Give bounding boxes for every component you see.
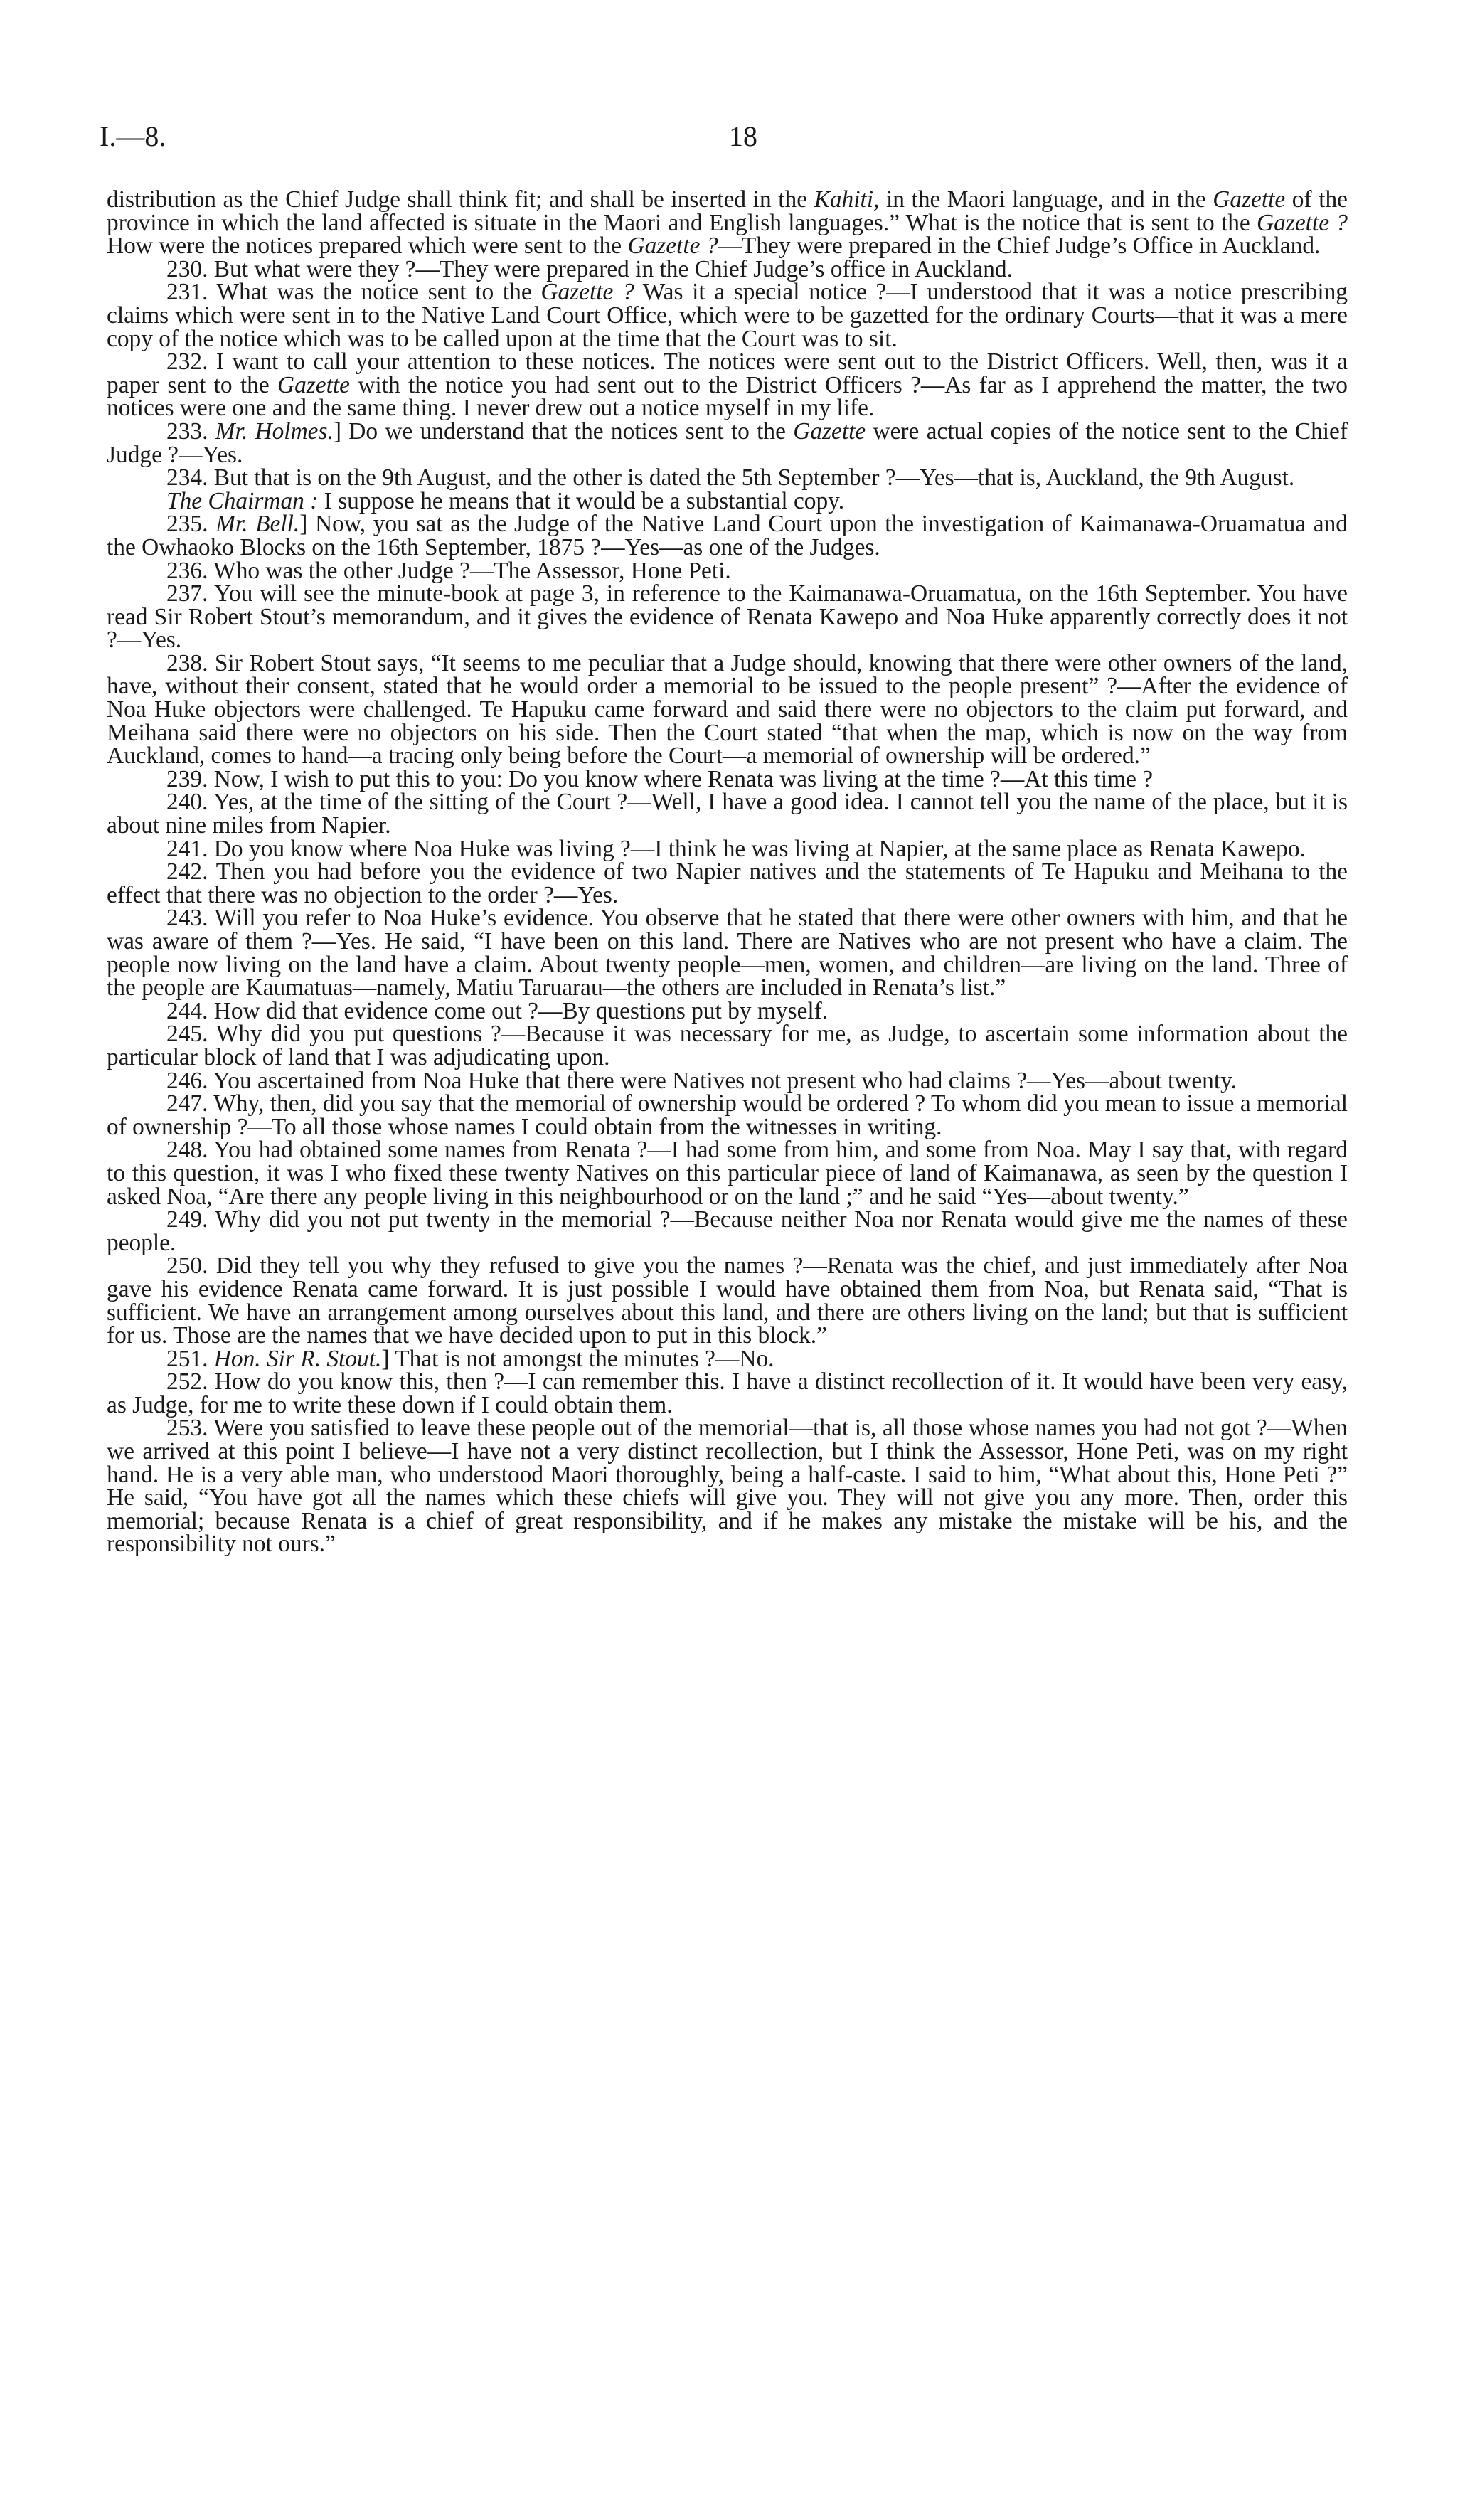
paragraph-text: 242. Then you had before you the evidence of two Napier natives and the statements of Te Hapuku and Meihana to the effect that there was no objection to the order ?—Yes. — [107, 858, 1348, 908]
evidence-paragraph — [107, 1208, 1348, 1255]
page-reference: I.—8. — [100, 120, 166, 152]
italic-text: Hon. Sir R. Stout. — [213, 1345, 382, 1372]
paragraph-text: distribution as the Chief Judge shall think fit; and shall be inserted in the — [107, 186, 814, 213]
evidence-paragraph — [107, 513, 1348, 559]
paragraph-text: 251. — [166, 1345, 214, 1372]
paragraph-text: 247. Why, then, did you say that the memorial of ownership would be ordered ? To whom did you mean to issue a memorial of ownership ?—To all those whose names I could obtain from the witnesses in writing. — [107, 1090, 1348, 1140]
paragraph-text: 248. You had obtained some names from Renata ?—I had some from him, and some from Noa. May I say that, with regard to this question, it was I who fixed these twenty Natives on this particular piece of land of Kaimanawa, as seen by the question I asked Noa, “Are there any people living in this neighbourhood or on the land ;” and he said “Yes—about twenty.” — [107, 1137, 1348, 1210]
paragraph-text: 239. Now, I wish to put this to you: Do you know where Renata was living at the time ?—At this time ? — [166, 765, 1154, 792]
evidence-paragraph — [107, 997, 1348, 1024]
evidence-paragraph — [107, 487, 1348, 514]
evidence-paragraph — [107, 765, 1348, 792]
paragraph-text: of the province in which the land affected is situate in the Maori and English languages.” What is the notice that is sent to the — [107, 186, 1348, 236]
italic-text: Gazette ? — [627, 233, 718, 260]
paragraph-text: 252. How do you know this, then ?—I can remember this. I have a distinct recollection of it. It would have been very easy, as Judge, for me to write these down if I could obtain them. — [107, 1368, 1348, 1418]
paragraph-text: 237. You will see the minute-book at page 3, in reference to the Kaimanawa-Oruamatua, on the 16th September. You have read Sir Robert Stout’s memorandum, and it gives the evidence of Renata Kawepo and Noa Huke apparently correctly does it not ?—Yes. — [107, 580, 1348, 654]
page-header — [100, 119, 1387, 155]
italic-text: The Chairman : — [166, 487, 319, 514]
evidence-paragraph — [107, 420, 1348, 467]
document-body — [107, 188, 1348, 1556]
paragraph-text: Was it a special notice ?—I understood that it was a notice prescribing claims which were sent in to the Native Land Court Office, which were to be gazetted for the ordinary Courts—that it was a mere copy of the notice which was to be called upon at the time that the Court was to sit. — [107, 279, 1348, 352]
italic-text: Kahiti, — [814, 186, 880, 213]
paragraph-text: 250. Did they tell you why they refused to give you the names ?—Renata was the chief, and just immediately after Noa gave his evidence Renata came forward. It is just possible I would have obtained them from Noa, but Renata said, “That is sufficient. We have an arrangement among ourselves about this land, and there are others living on the land; but that is sufficient for us. Those are the names that we have decided upon to put in this block.” — [107, 1253, 1348, 1349]
evidence-paragraph — [107, 1255, 1348, 1347]
evidence-paragraph — [107, 1092, 1348, 1139]
paragraph-text: 230. But what were they ?—They were prepared in the Chief Judge’s office in Auckland. — [166, 255, 1013, 282]
paragraph-text: 232. I want to call your attention to these notices. The notices were sent out to the District Officers. Well, then, was it a paper sent to the — [107, 349, 1348, 398]
paragraph-text: 244. How did that evidence come out ?—By questions put by myself. — [166, 997, 829, 1024]
paragraph-text: 241. Do you know where Noa Huke was living ?—I think he was living at Napier, at the same place as Renata Kawepo. — [166, 835, 1306, 862]
evidence-paragraph — [107, 1139, 1348, 1208]
italic-text: Gazette ? — [540, 279, 634, 306]
paragraph-text: 236. Who was the other Judge ?—The Assessor, Hone Peti. — [166, 557, 731, 584]
paragraph-text: ] Now, you sat as the Judge of the Native Land Court upon the investigation of Kaimanawa-Oruamatua and the Owhaoko Blocks on the 16th September, 1875 ?—Yes—as one of the Judges. — [107, 511, 1348, 560]
paragraph-text: ] That is not amongst the minutes ?—No. — [381, 1345, 774, 1372]
paragraph-text: 238. Sir Robert Stout says, “It seems to me peculiar that a Judge should, knowing that there were other owners of the land, have, without their consent, stated that he would order a memorial to be issued to the people present” ?—After the evidence of Noa Huke objectors were challenged. Te Hapuku came forward and said there were no objectors to the claim put forward, and Meihana said there were no objectors on his side. Then the Court stated “that when the map, which is now on the way from Auckland, comes to hand—a tracing only being before the Court—a memorial of ownership will be ordered.” — [107, 649, 1348, 770]
evidence-paragraph — [107, 791, 1348, 837]
paragraph-text: 233. — [166, 418, 215, 445]
evidence-paragraph — [107, 835, 1348, 862]
page-number: 18 — [729, 120, 757, 152]
italic-text: Mr. Bell. — [215, 511, 300, 538]
paragraph-text: 240. Yes, at the time of the sitting of the Court ?—Well, I have a good idea. I cannot tell you the name of the place, but it is about nine miles from Napier. — [107, 789, 1348, 839]
paragraph-text: 243. Will you refer to Noa Huke’s evidence. You observe that he stated that there were other owners with him, and that he was aware of them ?—Yes. He said, “I have been on this land. There are Natives who are not present who have a claim. The people now living on the land have a claim. About twenty people—men, women, and children—are living on the land. Three of the people are Kaumatuas—namely, Matiu Taruarau—the others are included in Renata’s list.” — [107, 905, 1348, 1001]
paragraph-text: were actual copies of the notice sent to the Chief Judge ?—Yes. — [107, 418, 1348, 468]
evidence-paragraph — [107, 1368, 1348, 1418]
evidence-paragraph — [107, 649, 1348, 770]
evidence-paragraph — [107, 580, 1348, 654]
italic-text: Gazette — [277, 371, 350, 398]
paragraph-text: I suppose he means that it would be a substantial copy. — [318, 487, 845, 514]
paragraph-text: ] Do we understand that the notices sent to the — [333, 418, 794, 445]
italic-text: Gazette — [793, 418, 866, 445]
paragraph-text: 249. Why did you not put twenty in the memorial ?—Because neither Noa nor Renata would give me the names of these people. — [107, 1206, 1348, 1256]
evidence-paragraph — [107, 351, 1348, 420]
italic-text: Mr. Holmes. — [215, 418, 334, 445]
italic-text: Gazette — [1213, 186, 1286, 213]
paragraph-text: 253. Were you satisfied to leave these people out of the memorial—that is, all those whose names you had not got ?—When we arrived at this point I believe—I have not a very distinct recollection, but I think the Assessor, Hone Peti, was on my right hand. He is a very able man, who understood Maori thoroughly, being a half-caste. I said to him, “What about this, Hone Peti ?” He said, “You have got all the names which these chiefs will give you. They will not give you any more. Then, order this memorial; because Renata is a chief of great responsibility, and if he makes any mistake the mistake will be his, and the responsibility not ours.” — [107, 1415, 1348, 1558]
evidence-paragraph — [107, 1417, 1348, 1556]
paragraph-text: 235. — [166, 511, 216, 538]
paragraph-text: with the notice you had sent out to the District Officers ?—As far as I apprehend the matter, the two notices were one and the same thing. I never drew out a notice myself in my life. — [107, 371, 1348, 422]
italic-text: Gazette ? — [1257, 209, 1348, 236]
evidence-paragraph — [107, 858, 1348, 908]
evidence-paragraph — [107, 907, 1348, 999]
paragraph-text: How were the notices prepared which were sent to the — [107, 233, 628, 260]
evidence-paragraph — [107, 464, 1348, 491]
continued-paragraph — [107, 188, 1348, 258]
evidence-paragraph — [107, 1067, 1348, 1094]
paragraph-text: 245. Why did you put questions ?—Because it was necessary for me, as Judge, to ascertain some information about the particular block of land that I was adjudicating upon. — [107, 1021, 1348, 1070]
paragraph-text: —They were prepared in the Chief Judge’s Office in Auckland. — [718, 233, 1321, 260]
paragraph-text: in the Maori language, and in the — [879, 186, 1213, 213]
paragraph-text: 234. But that is on the 9th August, and the other is dated the 5th September ?—Yes—that is, Auckland, the 9th August. — [166, 464, 1295, 491]
evidence-paragraph — [107, 281, 1348, 351]
paragraph-text: 231. What was the notice sent to the — [166, 279, 541, 306]
evidence-paragraph — [107, 255, 1348, 282]
paragraph-text: 246. You ascertained from Noa Huke that there were Natives not present who had claims ?—Yes—about twenty. — [166, 1067, 1237, 1094]
evidence-paragraph — [107, 1023, 1348, 1069]
evidence-paragraph — [107, 557, 1348, 584]
evidence-paragraph — [107, 1345, 1348, 1372]
